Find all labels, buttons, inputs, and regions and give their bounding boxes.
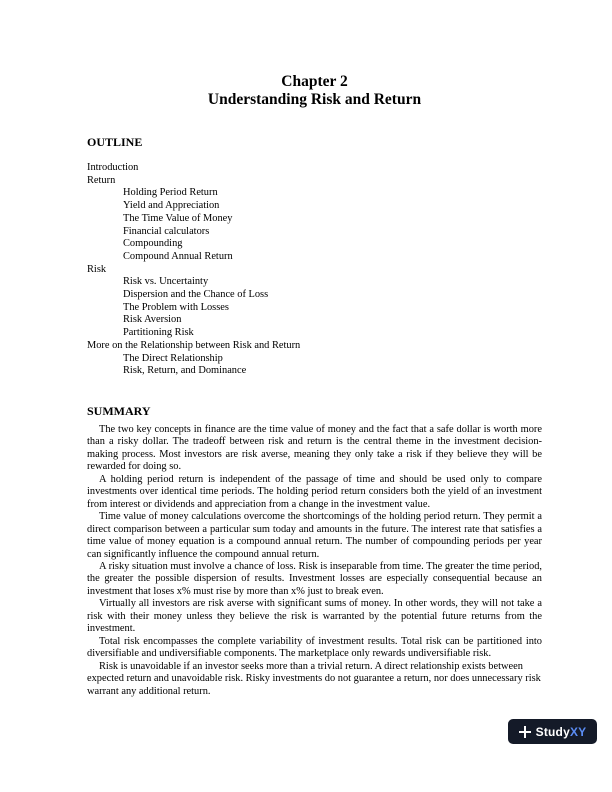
plus-icon [519, 726, 531, 738]
summary-paragraph: Virtually all investors are risk averse with significant sums of money. In other words, they will not take a risk with their money unless they believe the risk is warranted by the potential future returns from the investment. [87, 598, 542, 635]
chapter-title: Understanding Risk and Return [207, 91, 422, 108]
brand-accent: XY [569, 724, 587, 739]
outline-item: More on the Relationship between Risk and Return [87, 339, 301, 351]
outline-subitem: The Time Value of Money [123, 212, 233, 224]
summary-heading: SUMMARY [87, 404, 151, 418]
outline-subitem: Holding Period Return [123, 187, 218, 199]
studyxy-wordmark [536, 725, 587, 739]
outline-subitem: Yield and Appreciation [123, 200, 220, 212]
studyxy-watermark-badge [508, 719, 597, 744]
outline-subitem: Compound Annual Return [123, 250, 233, 262]
outline-item: Return [87, 174, 116, 186]
outline-subitem: Risk, Return, and Dominance [123, 365, 247, 377]
summary-paragraph: A risky situation must involve a chance of loss. Risk is inseparable from time. The greater the time period, the greater the possible dispersion of results. Investment losses are especially consequential because an investment that loses x% must rise by more than x% just to break even. [87, 560, 542, 597]
outline-subitem: Partitioning Risk [123, 327, 194, 339]
outline-subitem: Dispersion and the Chance of Loss [123, 289, 269, 301]
chapter-heading [87, 73, 542, 109]
summary-paragraph: Total risk encompasses the complete variability of investment results. Total risk can be partitioned into diversifiable and undiversifiable components. The marketplace only rewards undiversifiable risk. [87, 635, 542, 660]
outline-subitem: The Direct Relationship [123, 352, 223, 364]
outline-subitem: Compounding [123, 238, 183, 250]
outline-subitem: Risk Aversion [123, 314, 182, 326]
summary-paragraph: Time value of money calculations overcome the shortcomings of the holding period return. They permit a direct comparison between a particular sum today and amounts in the future. The interest rate that satisfies a time value of money equation is a compound annual return. The number of compounding periods per year can significantly influence the compound annual return. [87, 511, 542, 560]
outline-subitem: The Problem with Losses [123, 301, 229, 313]
outline-list [87, 162, 542, 378]
summary-paragraph: Risk is unavoidable if an investor seeks more than a trivial return. A direct relationship exists between expected return and unavoidable risk. Risky investments do not guarantee a return, nor does unnecessary risk warrant any additional return. [87, 660, 541, 697]
summary-paragraph: The two key concepts in finance are the time value of money and the fact that a safe dollar is worth more than a risky dollar. The tradeoff between risk and return is the central theme in the investment decision-making process. Most investors are risk averse, meaning they only take a risk if they believe they will be rewarded for doing so. [87, 424, 542, 473]
summary-body [87, 424, 542, 698]
summary-paragraph: A holding period return is independent of the passage of time and should be used only to compare investments over identical time periods. The holding period return considers both the yield of an investment from interest or dividends and appreciation from a change in the investment value. [87, 473, 542, 510]
outline-subitem: Financial calculators [123, 225, 210, 237]
outline-item: Risk [87, 263, 107, 275]
outline-heading: OUTLINE [87, 135, 143, 149]
chapter-number: Chapter 2 [281, 73, 348, 90]
brand-main: Study [535, 724, 570, 739]
outline-item: Introduction [87, 162, 139, 173]
outline-subitem: Risk vs. Uncertainty [123, 276, 209, 288]
